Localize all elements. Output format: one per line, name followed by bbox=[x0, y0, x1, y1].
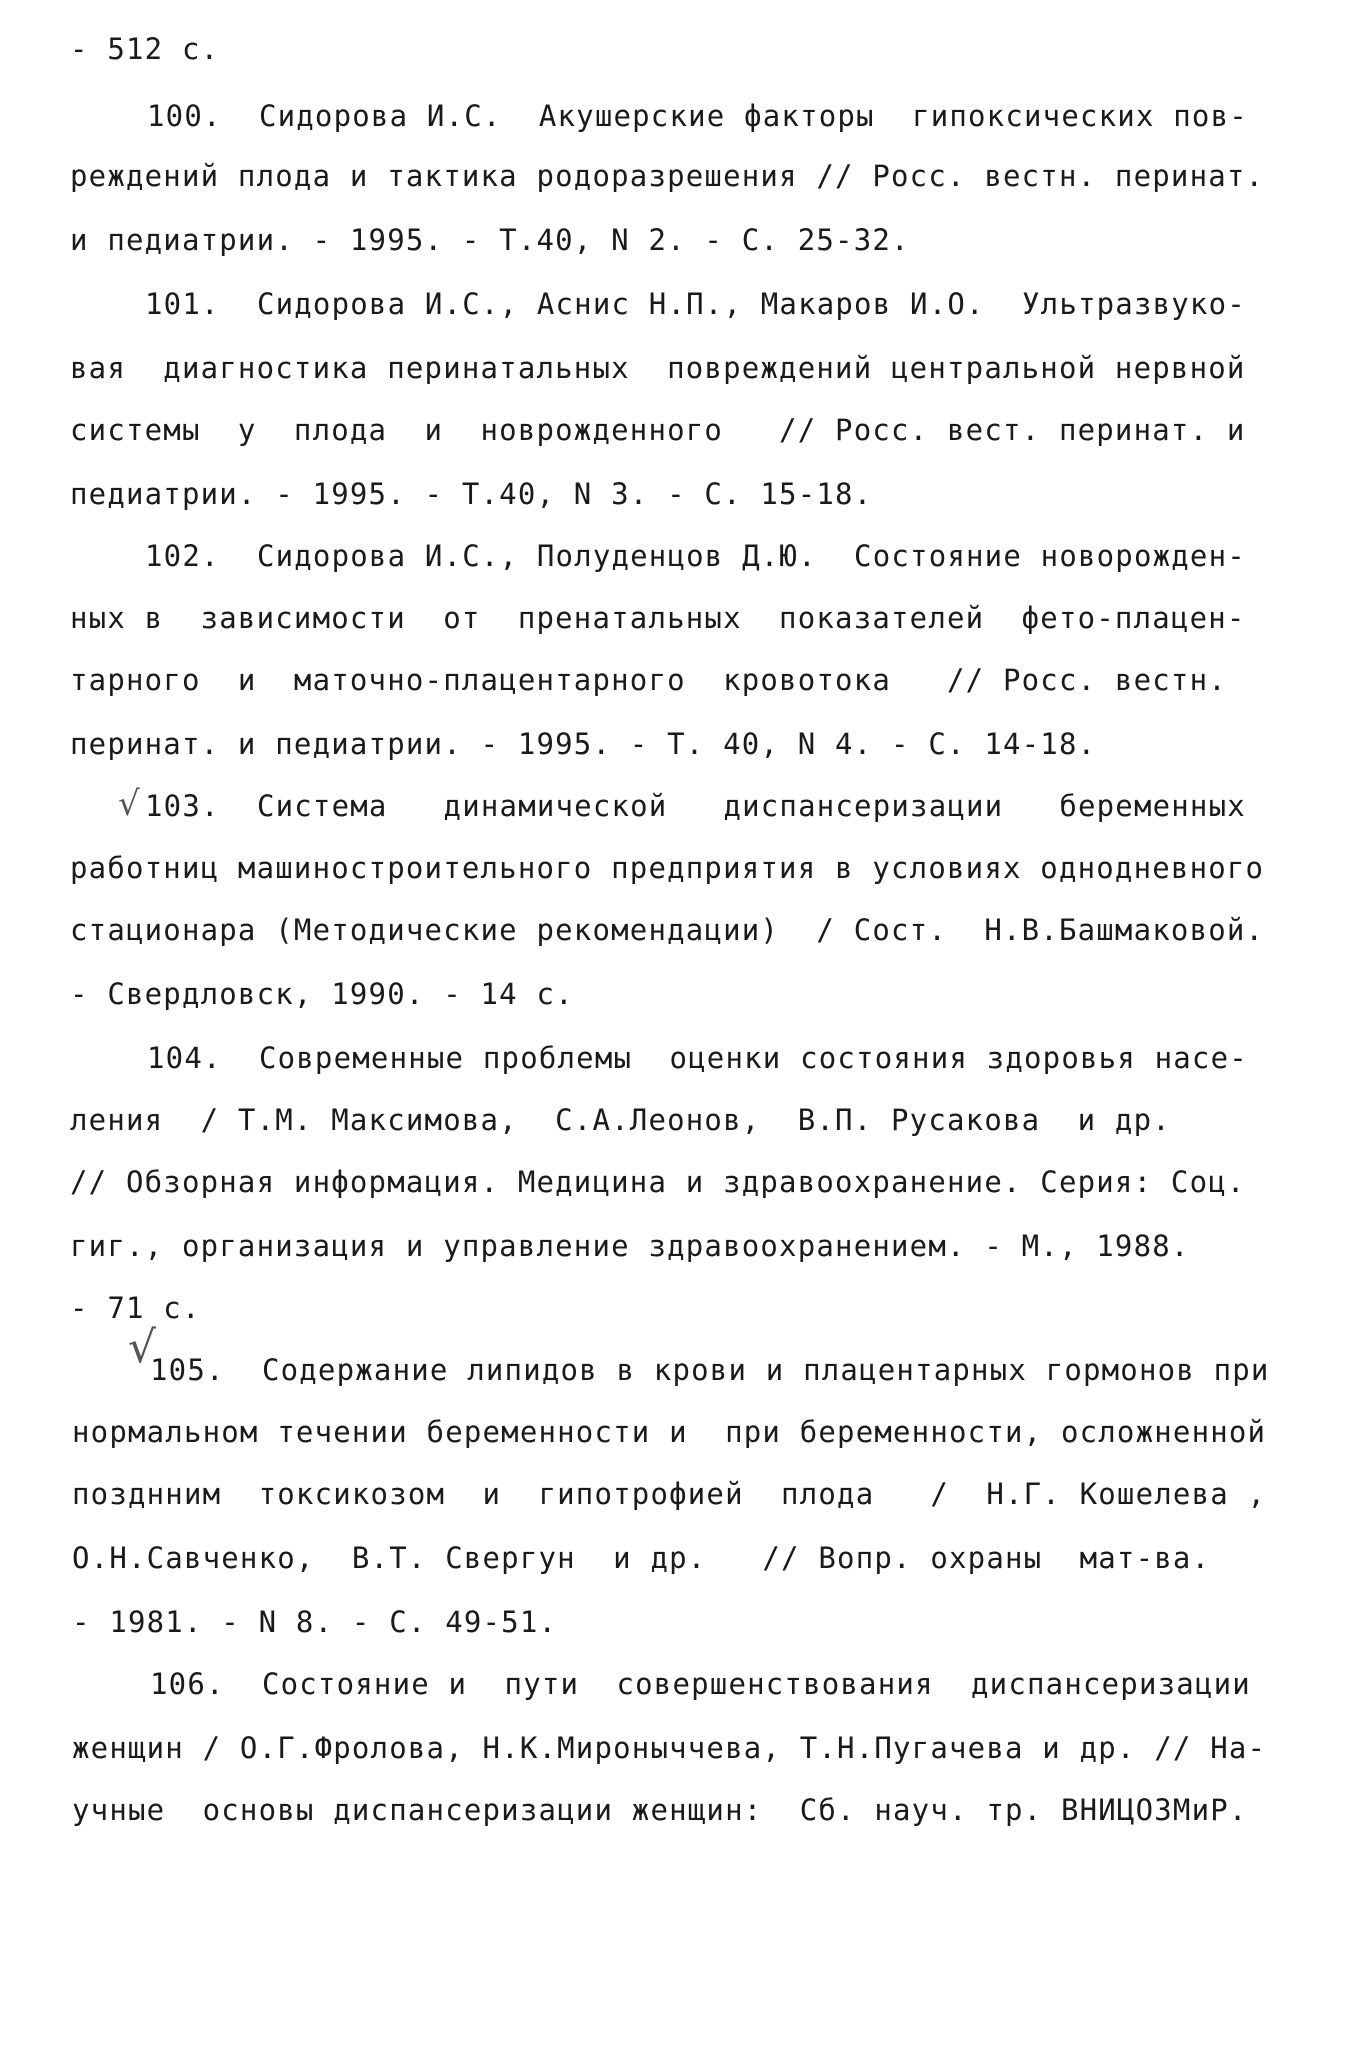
text-line: перинат. и педиатрии. - 1995. - Т. 40, N 4. - С. 14-18. bbox=[70, 727, 1097, 761]
text-line: // Обзорная информация. Медицина и здравоохранение. Серия: Соц. bbox=[70, 1165, 1246, 1199]
text-line: гиг., организация и управление здравоохранением. - М., 1988. bbox=[70, 1229, 1190, 1263]
text-line: - 512 с. bbox=[70, 32, 220, 66]
reference-104-line: 104. Современные проблемы оценки состояния здоровья насе- bbox=[147, 1041, 1248, 1075]
text-line: - 71 с. bbox=[70, 1291, 201, 1325]
text-line: О.Н.Савченко, В.Т. Свергун и др. // Вопр. охраны мат-ва. bbox=[72, 1541, 1211, 1575]
text-line: педиатрии. - 1995. - Т.40, N 3. - С. 15-18. bbox=[70, 477, 873, 511]
text-line: - Свердловск, 1990. - 14 с. bbox=[70, 977, 574, 1011]
text-line: и педиатрии. - 1995. - Т.40, N 2. - С. 25-32. bbox=[70, 223, 910, 257]
text-line: ления / Т.М. Максимова, С.А.Леонов, В.П. Русакова и др. bbox=[70, 1103, 1171, 1137]
reference-101-line: 101. Сидорова И.С., Аснис Н.П., Макаров И.О. Ультразвуко- bbox=[145, 287, 1246, 321]
checkmark-icon: √ bbox=[128, 1322, 157, 1373]
text-line: женщин / О.Г.Фролова, Н.К.Мироныччева, Т.Н.Пугачева и др. // На- bbox=[72, 1731, 1267, 1765]
text-line: позднним токсикозом и гипотрофией плода / Н.Г. Кошелева , bbox=[72, 1477, 1267, 1511]
reference-106-line: 106. Состояние и пути совершенствования диспансеризации bbox=[150, 1667, 1251, 1701]
text-line: стационара (Методические рекомендации) / Сост. Н.В.Башмаковой. bbox=[70, 913, 1265, 947]
text-line: учные основы диспансеризации женщин: Сб. науч. тр. ВНИЦОЗМиР. bbox=[72, 1793, 1248, 1827]
text-line: - 1981. - N 8. - С. 49-51. bbox=[72, 1605, 558, 1639]
text-line: вая диагностика перинатальных повреждений центральной нервной bbox=[70, 351, 1246, 385]
reference-103-line: 103. Система динамической диспансеризации беременных bbox=[145, 789, 1246, 823]
text-line: системы у плода и новрожденного // Росс. вест. перинат. и bbox=[70, 413, 1246, 447]
text-line: реждений плода и тактика родоразрешения // Росс. вестн. перинат. bbox=[70, 159, 1265, 193]
text-line: работниц машиностроительного предприятия в условиях однодневного bbox=[70, 851, 1265, 885]
reference-100-line: 100. Сидорова И.С. Акушерские факторы гипоксических пов- bbox=[147, 99, 1248, 133]
text-line: тарного и маточно-плацентарного кровотока // Росс. вестн. bbox=[70, 663, 1227, 697]
reference-105-line: 105. Содержание липидов в крови и плацентарных гормонов при bbox=[150, 1353, 1270, 1387]
reference-102-line: 102. Сидорова И.С., Полуденцов Д.Ю. Состояние новорожден- bbox=[145, 539, 1246, 573]
checkmark-icon: √ bbox=[118, 784, 140, 824]
text-line: ных в зависимости от пренатальных показателей фето-плацен- bbox=[70, 601, 1246, 635]
text-line: нормальном течении беременности и при беременности, осложненной bbox=[72, 1415, 1267, 1449]
